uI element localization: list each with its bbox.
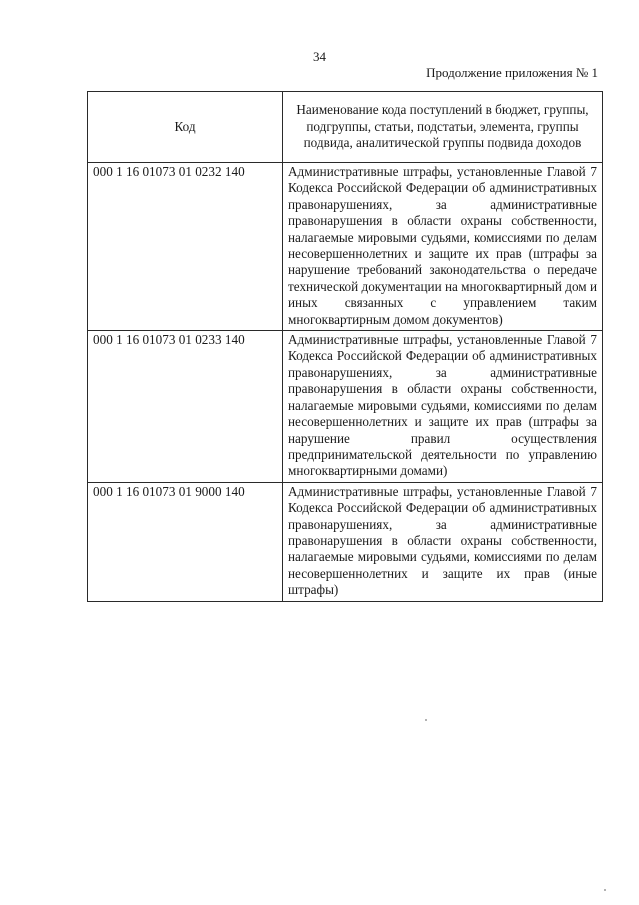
row-name: Административные штрафы, установленные Главой 7 Кодекса Российской Федерации об административных правонарушениях, за административные правонарушения в области охраны собственности, налагаемые мировыми судьями, комиссиями по делам несовершеннолетних и защите их прав (штрафы за нарушение требований законодательства о передаче технической документации на многоквартирный дом и иных связанных с управлением таким многоквартирным домом документов): [283, 163, 603, 331]
row-name: Административные штрафы, установленные Главой 7 Кодекса Российской Федерации об административных правонарушениях, за административные правонарушения в области охраны собственности, налагаемые мировыми судьями, комиссиями по делам несовершеннолетних и защите их прав (штрафы за нарушение правил осуществления предпринимательской деятельности по управлению многоквартирными домами): [283, 331, 603, 483]
scan-speck: [425, 719, 427, 721]
table-row: [88, 331, 603, 483]
page-number: 34: [313, 49, 326, 64]
row-code: 000 1 16 01073 01 0233 140: [88, 331, 283, 483]
row-code: 000 1 16 01073 01 0232 140: [88, 163, 283, 331]
table-header-row: [88, 92, 603, 163]
appendix-continuation-label: Продолжение приложения № 1: [426, 65, 598, 80]
header-code: Код: [88, 92, 283, 163]
row-code: 000 1 16 01073 01 9000 140: [88, 482, 283, 601]
header-name: Наименование кода поступлений в бюджет, группы, подгруппы, статьи, подстатьи, элемента, группы подвида, аналитической группы подвида доходов: [283, 92, 603, 163]
row-name: Административные штрафы, установленные Главой 7 Кодекса Российской Федерации об административных правонарушениях, за административные правонарушения в области охраны собственности, налагаемые мировыми судьями, комиссиями по делам несовершеннолетних и защите их прав (иные штрафы): [283, 482, 603, 601]
revenue-codes-table: [87, 91, 603, 602]
table-row: [88, 482, 603, 601]
table-row: [88, 163, 603, 331]
scan-speck: [604, 889, 606, 891]
